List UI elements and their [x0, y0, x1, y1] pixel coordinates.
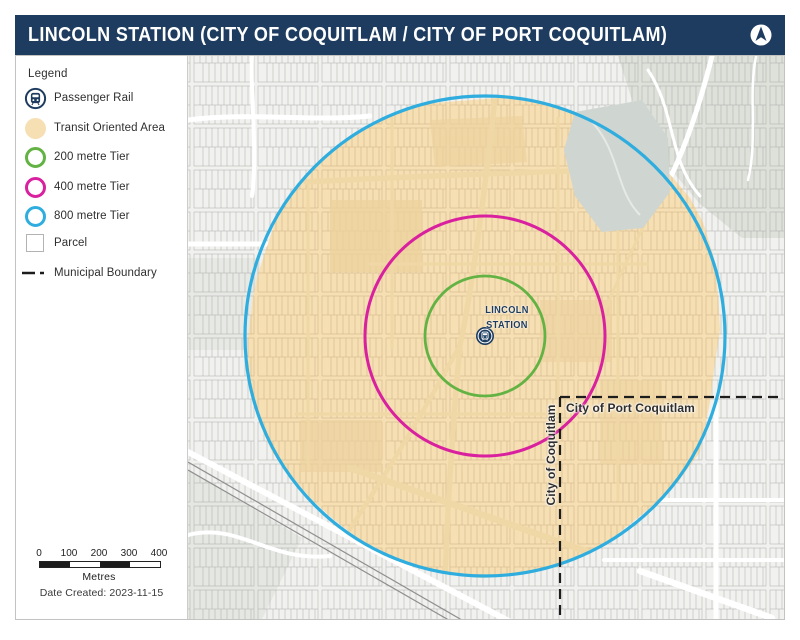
transit-oriented-area-swatch [16, 118, 54, 139]
map-area [188, 56, 784, 619]
legend-item-label: 800 metre Tier [54, 210, 130, 222]
map-canvas [188, 56, 784, 619]
legend-item-passenger-rail [16, 83, 187, 113]
city-of-coquitlam-label: City of Coquitlam [544, 404, 558, 506]
legend-item-municipal-boundary [16, 258, 187, 288]
legend-item-label: Passenger Rail [54, 92, 134, 104]
legend-item-parcel [16, 228, 187, 258]
legend-item-label: 400 metre Tier [54, 181, 130, 193]
legend-item-800-metre-tier [16, 201, 187, 231]
scale-tick: 200 [90, 548, 108, 559]
scale-tick: 100 [60, 548, 78, 559]
legend-item-400-metre-tier [16, 172, 187, 202]
scale-unit-label: Metres [82, 571, 116, 583]
parcel-swatch-icon [16, 234, 54, 252]
station-label-line2: STATION [486, 319, 528, 331]
scale-bar [36, 548, 168, 583]
page-title: LINCOLN STATION (CITY OF COQUITLAM / CITY OF PORT COQUITLAM) [28, 23, 668, 46]
scale-bar-segments [39, 561, 161, 568]
legend-item-label: Parcel [54, 237, 88, 249]
scale-bar-ticks [36, 548, 168, 561]
scale-tick: 400 [150, 548, 168, 559]
city-of-port-coquitlam-label: City of Port Coquitlam [566, 401, 695, 415]
legend-item-label: Municipal Boundary [54, 267, 157, 279]
legend-panel [16, 56, 188, 619]
content-frame [15, 55, 785, 620]
north-arrow-icon [748, 22, 774, 48]
station-label [476, 303, 538, 333]
scale-tick: 300 [120, 548, 138, 559]
tier-800-ring-icon [16, 206, 54, 227]
legend-item-label: 200 metre Tier [54, 151, 130, 163]
station-label-line1: LINCOLN [485, 304, 529, 316]
legend-item-200-metre-tier [16, 142, 187, 172]
passenger-rail-icon [16, 87, 54, 110]
municipal-boundary-dash-icon [16, 269, 54, 277]
date-created-label: Date Created: 2023-11-15 [39, 587, 164, 599]
legend-heading: Legend [28, 68, 68, 80]
tier-200-ring-icon [16, 147, 54, 168]
legend-item-transit-oriented-area [16, 113, 187, 143]
scale-tick: 0 [36, 548, 42, 559]
title-bar [15, 15, 785, 55]
tier-400-ring-icon [16, 177, 54, 198]
legend-item-label: Transit Oriented Area [54, 122, 165, 134]
